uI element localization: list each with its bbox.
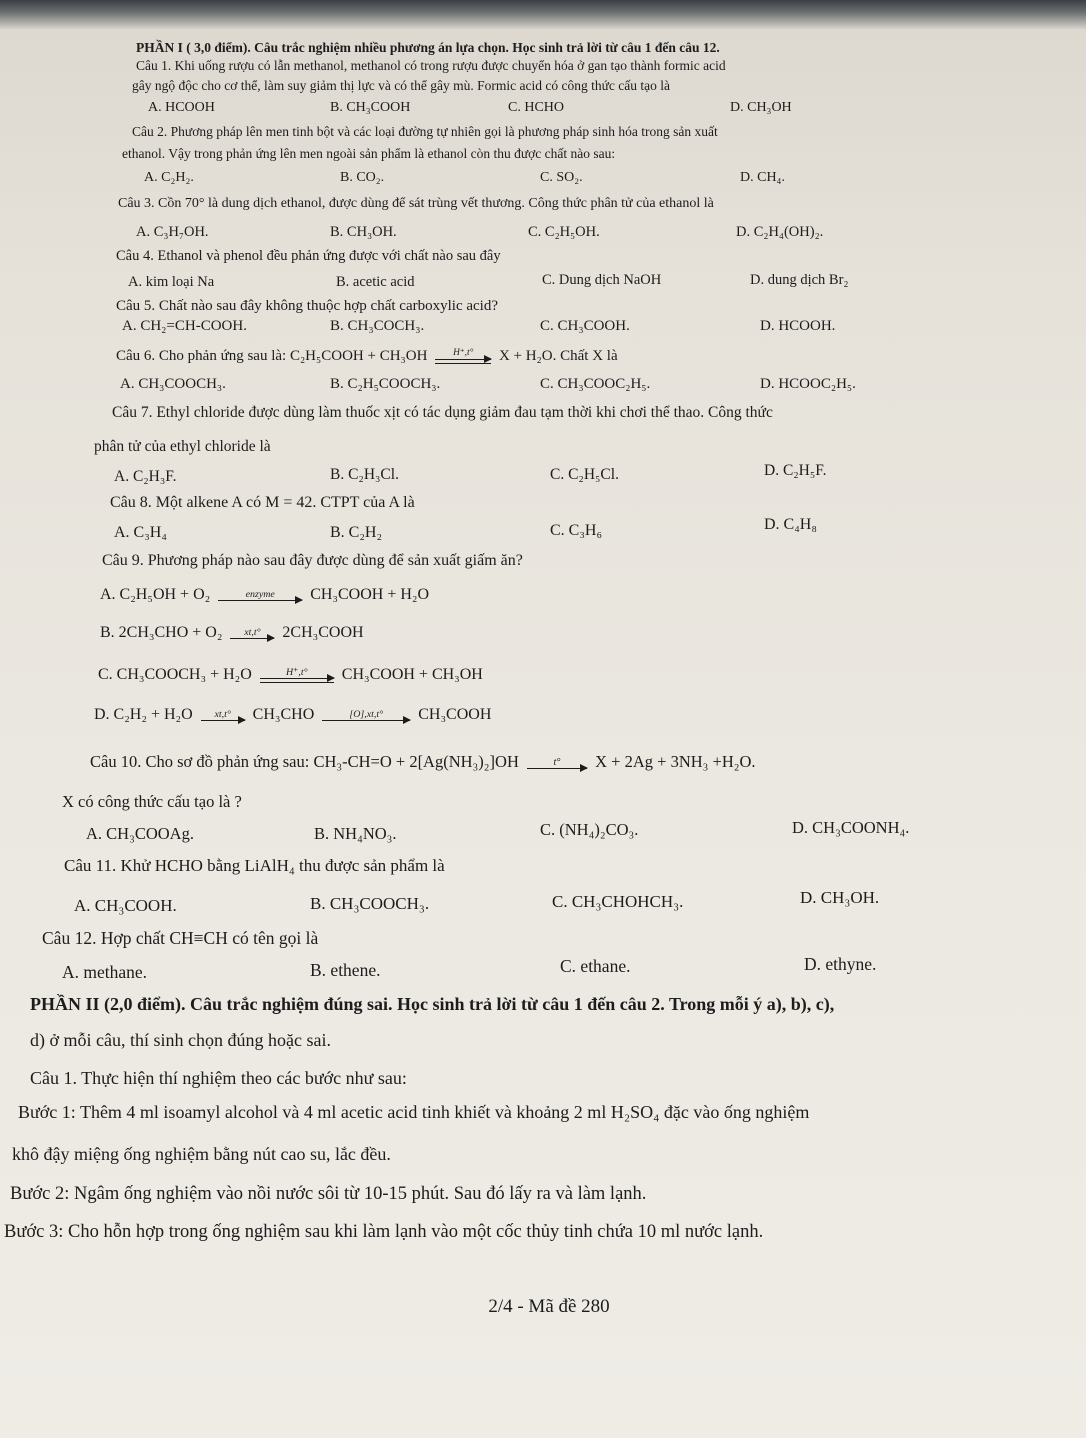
q9b-condition: xt,t°	[244, 626, 261, 638]
q6-option-b: B. C₂H₅COOCH₃.	[330, 376, 441, 392]
q11-option-a: A. CH₃COOH.	[74, 896, 177, 915]
q10-line2: X có công thức cấu tạo là ?	[62, 792, 242, 811]
q1-option-d: D. CH₃OH	[730, 100, 792, 115]
q9-option-b	[100, 624, 364, 642]
photo-shadow	[0, 0, 1086, 30]
q9-line1: Câu 9. Phương pháp nào sau đây được dùng để sản xuất giấm ăn?	[102, 552, 523, 569]
q2-option-b: B. CO₂.	[340, 170, 385, 185]
q2-option-c: C. SO₂.	[540, 170, 583, 185]
q6-equilibrium-arrow	[435, 349, 491, 363]
q3-option-a: A. C₃H₇OH.	[136, 224, 209, 240]
q10-option-d: D. CH₃COONH₄.	[792, 818, 910, 837]
q4-line1: Câu 4. Ethanol và phenol đều phản ứng được với chất nào sau đây	[116, 248, 501, 264]
q9d-arrow-1-shaft	[201, 720, 245, 721]
page-footer: 2/4 - Mã đề 280	[488, 1296, 610, 1317]
part2-step1-line2: khô đậy miệng ống nghiệm bằng nút cao su, lắc đều.	[12, 1144, 391, 1164]
q10-reactants: Câu 10. Cho sơ đồ phản ứng sau: CH₃-CH=O + 2[Ag(NH₃)₂]OH	[90, 752, 519, 771]
q6-option-c: C. CH₃COOC₂H₅.	[540, 376, 651, 392]
q9d-products: CH₃COOH	[418, 706, 492, 723]
q9a-arrow-shaft	[218, 600, 302, 601]
q3-line1: Câu 3. Cồn 70° là dung dịch ethanol, được dùng để sát trùng vết thương. Công thức phân tử của ethanol là	[118, 196, 714, 211]
q11-line1: Câu 11. Khử HCHO bằng LiAlH₄ thu được sản phẩm là	[64, 856, 445, 875]
q5-option-b: B. CH₃COCH₃.	[330, 318, 425, 334]
q7-line2: phân tử của ethyl chloride là	[94, 438, 271, 455]
q9c-products: CH₃COOH + CH₃OH	[341, 666, 483, 683]
q10-option-b: B. NH₄NO₃.	[314, 824, 397, 843]
q9b-arrow	[230, 628, 274, 639]
part2-step3: Bước 3: Cho hỗn hợp trong ống nghiệm sau khi làm lạnh vào một cốc thủy tinh chứa 10 ml nước lạnh.	[4, 1222, 764, 1242]
part2-header-line1: PHẦN II (2,0 điểm). Câu trắc nghiệm đúng sai. Học sinh trả lời từ câu 1 đến câu 2. Trong mỗi ý a), b), c),	[30, 994, 835, 1014]
q6-option-a: A. CH₃COOCH₃.	[120, 376, 226, 392]
q7-option-b: B. C₂H₃Cl.	[330, 466, 399, 483]
q11-option-d: D. CH₃OH.	[800, 888, 880, 907]
q9d-intermediate: CH₃CHO	[252, 706, 315, 723]
q6-arrow-forward	[435, 359, 491, 360]
q7-line1: Câu 7. Ethyl chloride được dùng làm thuốc xịt có tác dụng giảm đau tạm thời khi chơi thể thao. Công thức	[112, 404, 773, 421]
q7-option-a: A. C₂H₃F.	[114, 468, 177, 485]
q11-option-b: B. CH₃COOCH₃.	[310, 894, 430, 913]
q10-option-a: A. CH₃COOAg.	[86, 824, 194, 843]
q9d-arrow-1	[201, 710, 245, 721]
q6-arrow-condition: H⁺,t°	[453, 348, 474, 359]
q8-option-b: B. C₂H₂	[330, 524, 383, 541]
q5-option-d: D. HCOOH.	[760, 318, 836, 334]
part1-header: PHẦN I ( 3,0 điểm). Câu trắc nghiệm nhiều phương án lựa chọn. Học sinh trả lời từ câu 1 đến câu 12.	[136, 40, 720, 55]
q3-option-b: B. CH₃OH.	[330, 224, 397, 240]
q9a-arrow	[218, 590, 302, 601]
q9b-arrow-shaft	[230, 638, 274, 639]
q10-condition: t°	[553, 756, 561, 768]
q6-arrow-backward	[435, 363, 491, 364]
q4-option-a: A. kim loại Na	[128, 274, 215, 290]
q9b-reactants: B. 2CH₃CHO + O₂	[100, 624, 223, 641]
q9c-reactants: C. CH₃COOCH₃ + H₂O	[98, 666, 252, 683]
part2-q1-line: Câu 1. Thực hiện thí nghiệm theo các bước như sau:	[30, 1068, 407, 1088]
q1-option-a: A. HCOOH	[148, 100, 215, 115]
q7-option-d: D. C₂H₅F.	[764, 462, 827, 479]
q9d-arrow-2-shaft	[322, 720, 410, 721]
q9c-arrow-backward	[260, 682, 334, 683]
q6-reactants: Câu 6. Cho phản ứng sau là: C₂H₅COOH + CH₃OH	[116, 348, 428, 364]
q1-line1: Câu 1. Khi uống rượu có lẫn methanol, methanol có trong rượu được chuyển hóa ở gan tạo thành formic acid	[136, 58, 726, 73]
q2-option-d: D. CH₄.	[740, 170, 785, 185]
q8-line1: Câu 8. Một alkene A có M = 42. CTPT của A là	[110, 494, 415, 511]
q6-line1	[116, 348, 618, 365]
q9c-equilibrium-arrow	[260, 668, 334, 683]
q12-option-c: C. ethane.	[560, 956, 631, 976]
q12-option-a: A. methane.	[62, 962, 148, 982]
q5-option-a: A. CH₂=CH-COOH.	[122, 318, 247, 334]
q9d-arrow-2	[322, 710, 410, 721]
q4-option-b: B. acetic acid	[336, 274, 415, 290]
q2-option-a: A. C₂H₂.	[144, 170, 194, 185]
q9d-condition-2: [O],xt,t°	[349, 708, 384, 720]
q1-option-c: C. HCHO	[508, 100, 565, 115]
q2-line2: ethanol. Vậy trong phản ứng lên men ngoài sản phẩm là ethanol còn thu được chất nào sau:	[122, 146, 616, 161]
q10-arrow	[527, 758, 587, 769]
q10-line1	[90, 752, 756, 772]
q10-option-c: C. (NH₄)₂CO₃.	[540, 820, 639, 839]
q5-line1: Câu 5. Chất nào sau đây không thuộc hợp chất carboxylic acid?	[116, 298, 498, 314]
q10-arrow-shaft	[527, 768, 587, 769]
q12-line1: Câu 12. Hợp chất CH≡CH có tên gọi là	[42, 928, 319, 948]
part2-step1-line1: Bước 1: Thêm 4 ml isoamyl alcohol và 4 ml acetic acid tinh khiết và khoảng 2 ml H₂SO₄ đặc vào ống nghiệm	[18, 1102, 810, 1122]
q8-option-d: D. C₄H₈	[764, 516, 817, 533]
q9c-arrow-forward	[260, 678, 334, 679]
q8-option-c: C. C₃H₆	[550, 522, 603, 539]
q9-option-a	[100, 586, 429, 604]
q3-option-d: D. C₂H₄(OH)₂.	[736, 224, 824, 240]
q9a-reactants: A. C₂H₅OH + O₂	[100, 586, 211, 603]
q9-option-d	[94, 706, 491, 724]
q9-option-c	[98, 666, 483, 684]
q1-line2: gây ngộ độc cho cơ thể, làm suy giảm thị lực và có thể gây mù. Formic acid có công thức cấu tạo là	[132, 78, 670, 93]
q9a-products: CH₃COOH + H₂O	[310, 586, 430, 603]
q8-option-a: A. C₃H₄	[114, 524, 167, 541]
q6-products: X + H₂O. Chất X là	[498, 348, 618, 364]
q4-option-c: C. Dung dịch NaOH	[542, 272, 662, 288]
q4-option-d: D. dung dịch Br₂	[750, 272, 849, 288]
part2-header-line2: d) ở mỗi câu, thí sinh chọn đúng hoặc sai.	[30, 1030, 331, 1050]
q9d-condition-1: xt,t°	[214, 708, 231, 720]
q9b-products: 2CH₃COOH	[282, 624, 364, 641]
q3-option-c: C. C₂H₅OH.	[528, 224, 600, 240]
part2-step2: Bước 2: Ngâm ống nghiệm vào nồi nước sôi từ 10-15 phút. Sau đó lấy ra và làm lạnh.	[10, 1184, 647, 1204]
q9d-reactants: D. C₂H₂ + H₂O	[94, 706, 193, 723]
q11-option-c: C. CH₃CHOHCH₃.	[552, 892, 684, 911]
q1-option-b: B. CH₃COOH	[330, 100, 411, 115]
q9a-condition: enzyme	[245, 588, 275, 600]
q12-option-b: B. ethene.	[310, 960, 381, 980]
q6-option-d: D. HCOOC₂H₅.	[760, 376, 856, 392]
q2-line1: Câu 2. Phương pháp lên men tinh bột và các loại đường tự nhiên gọi là phương pháp sinh hóa trong sản xuất	[132, 124, 718, 139]
q7-option-c: C. C₂H₅Cl.	[550, 466, 619, 483]
q10-products: X + 2Ag + 3NH₃ +H₂O.	[595, 752, 756, 771]
q5-option-c: C. CH₃COOH.	[540, 318, 630, 334]
q12-option-d: D. ethyne.	[804, 954, 877, 974]
q9c-condition: H⁺,t°	[285, 666, 308, 678]
